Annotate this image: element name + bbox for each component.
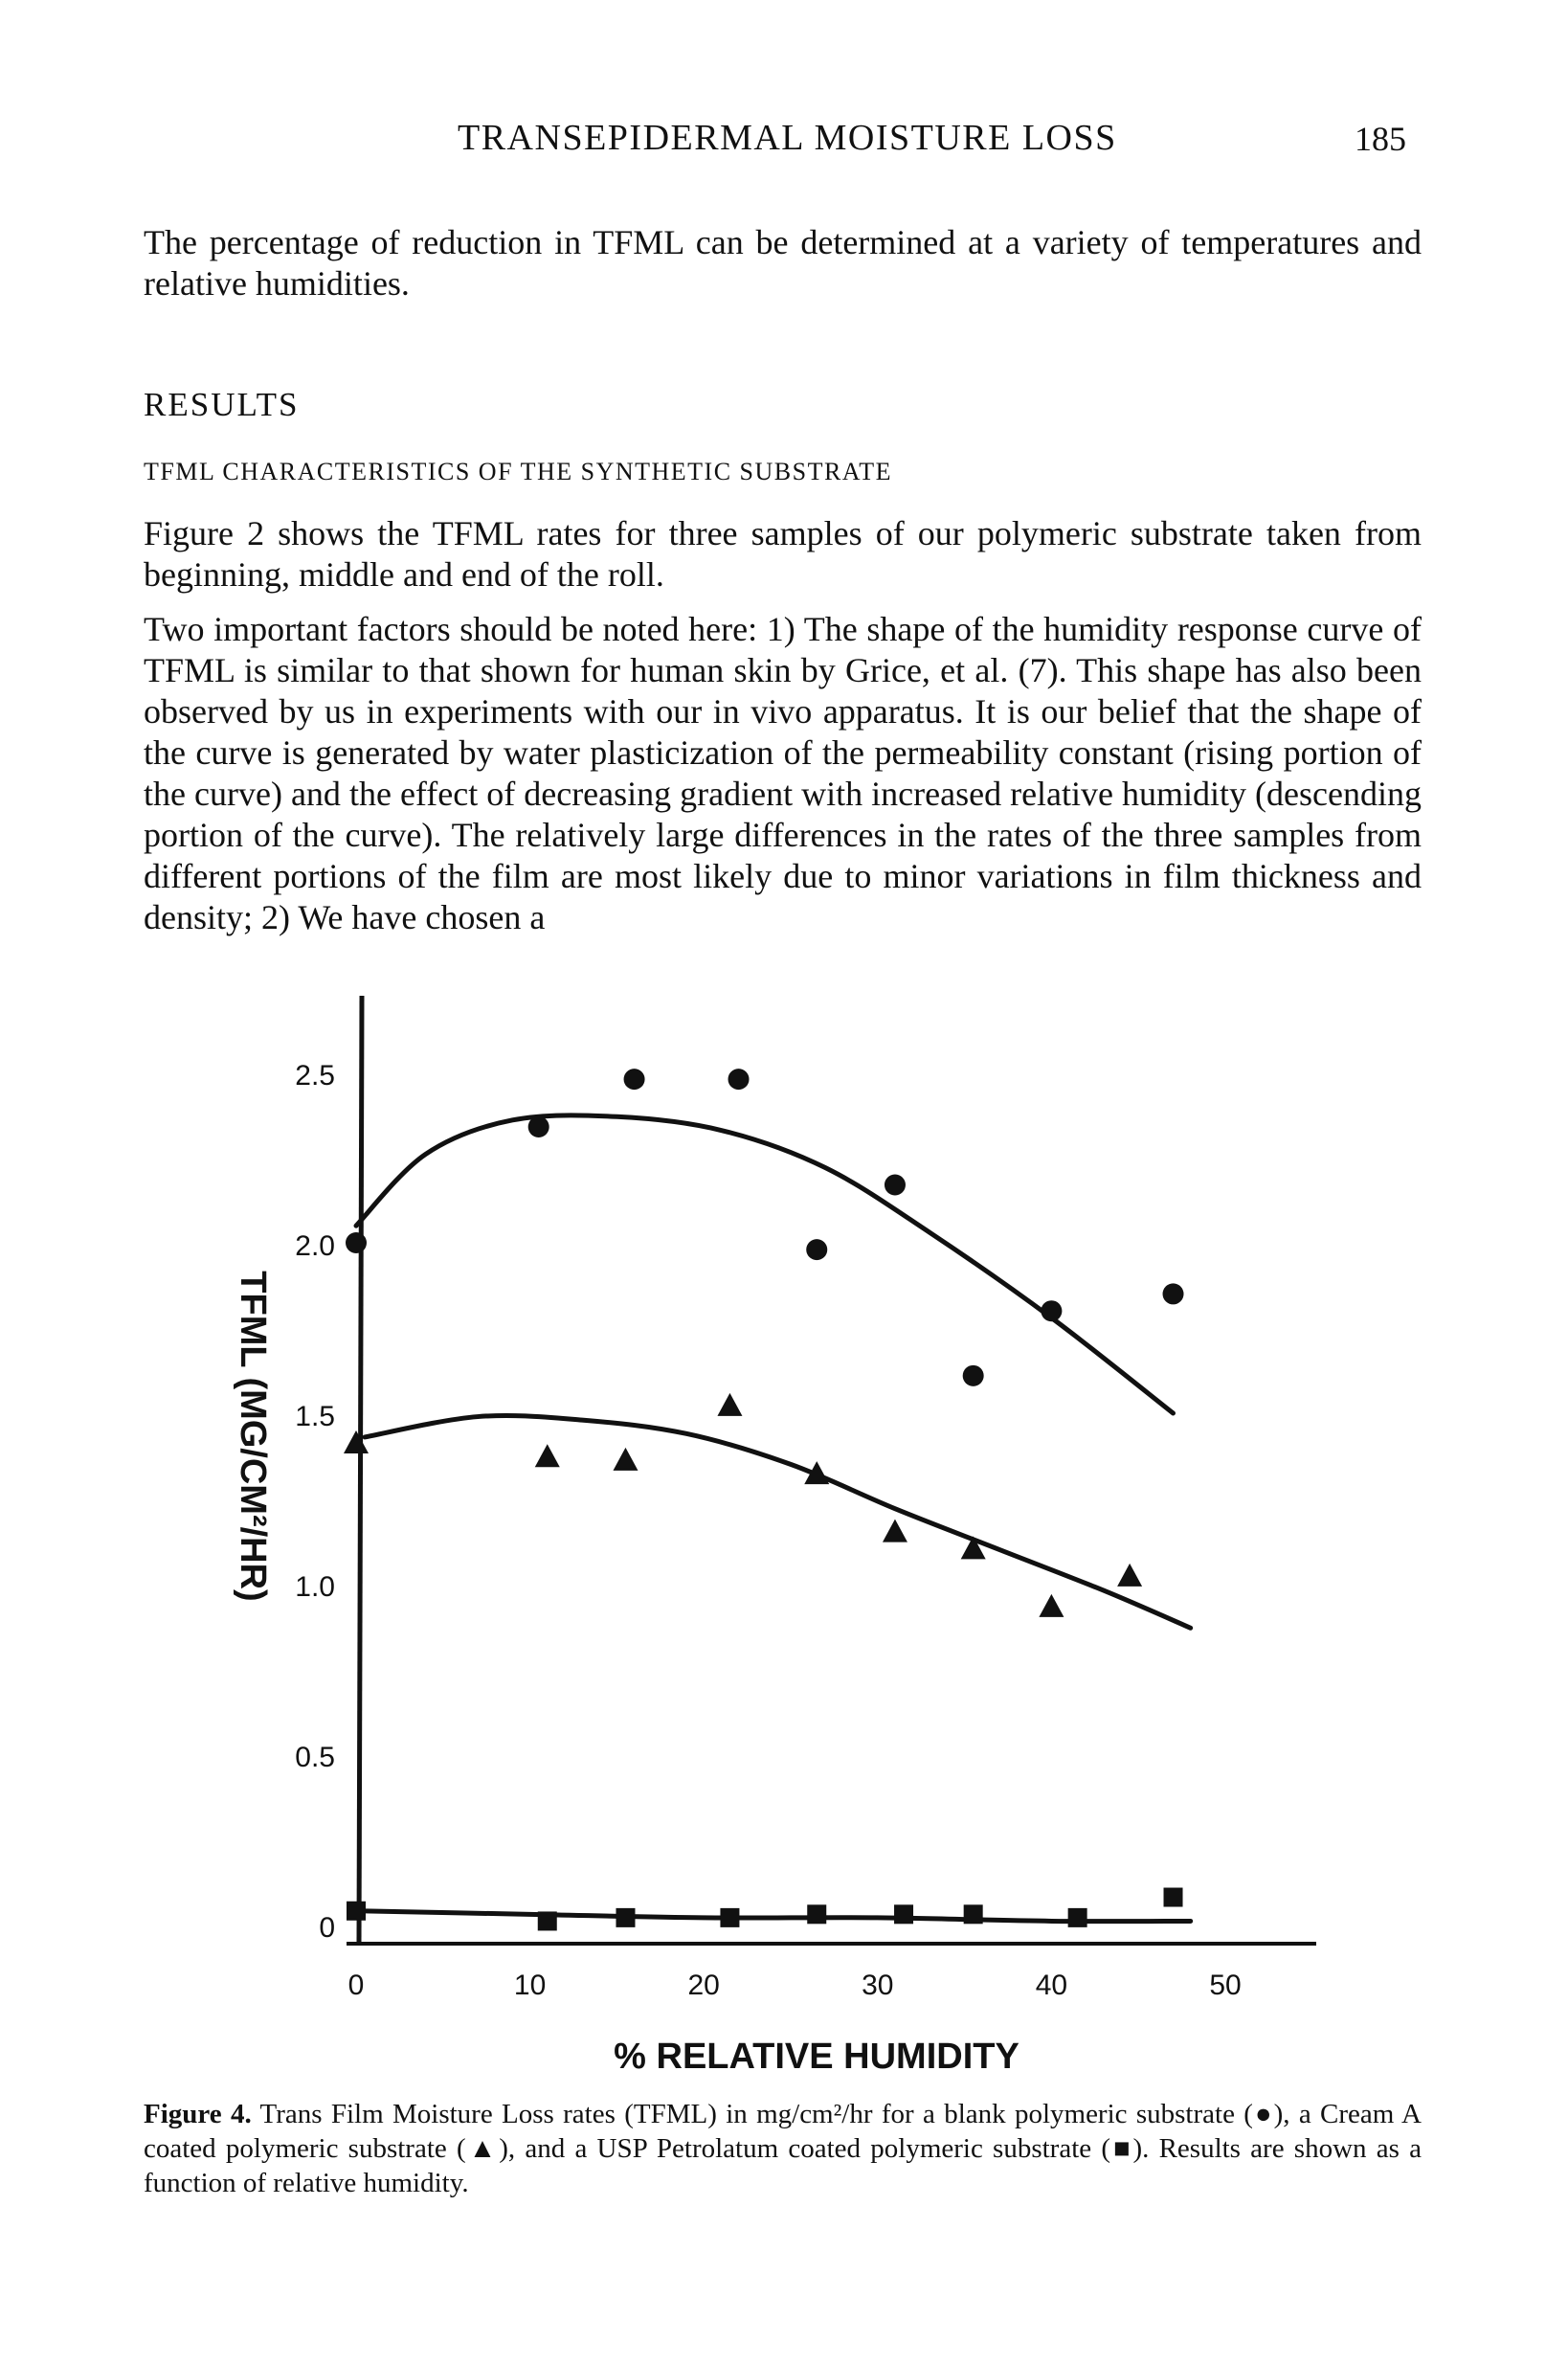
y-tick-label: 0.5 <box>295 1742 335 1773</box>
page-number: 185 <box>1355 120 1406 158</box>
axes <box>347 996 1316 1944</box>
data-point-triangle <box>717 1393 742 1416</box>
y-tick-label: 2.5 <box>295 1060 335 1092</box>
paragraph-2: Figure 2 shows the TFML rates for three samples of our polymeric substrate taken from beginning, middle and end of the roll. <box>144 514 1422 594</box>
paragraph-1: The percentage of reduction in TFML can be determined at a variety of temperatures and relative humidities. <box>144 223 1422 303</box>
x-tick-labels <box>348 1970 1242 2001</box>
fit-curve-triangle <box>365 1415 1191 1628</box>
data-point-triangle <box>1117 1564 1142 1587</box>
y-axis-line <box>359 996 362 1944</box>
data-point-circle <box>885 1174 906 1195</box>
data-point-circle <box>1041 1300 1062 1321</box>
data-point-circle <box>528 1116 549 1137</box>
data-point-square <box>720 1908 739 1927</box>
data-point-triangle <box>883 1520 907 1542</box>
data-point-square <box>347 1902 366 1921</box>
results-heading: RESULTS <box>144 386 300 423</box>
figure-caption <box>144 2097 1422 2200</box>
paragraph-3: Two important factors should be noted here: 1) The shape of the humidity response curve of TFML is similar to that shown for human skin by Grice, et al. (7). This shape has also been observed by us in experiments with our in vivo apparatus. It is our belief that the shape of the curve is generated by water plasticization of the permeability constant (rising portion of the curve) and the effect of decreasing gradient with increased relative humidity (descending portion of the curve). The relatively large differences in the rates of the three samples from different portions of the film are most likely due to minor variations in film thickness and density; 2) We have chosen a <box>144 610 1422 936</box>
y-tick-label: 0 <box>319 1912 335 1944</box>
data-point-circle <box>1163 1283 1184 1304</box>
data-point-triangle <box>961 1536 986 1559</box>
x-tick-label: 30 <box>862 1970 894 2001</box>
fit-curves <box>356 1115 1191 1922</box>
data-points <box>344 1069 1184 1930</box>
running-title: TRANSEPIDERMAL MOISTURE LOSS <box>458 118 1117 158</box>
y-tick-label: 1.0 <box>295 1571 335 1603</box>
section-subheading: TFML CHARACTERISTICS OF THE SYNTHETIC SUBSTRATE <box>144 458 892 485</box>
data-point-square <box>964 1904 983 1924</box>
data-point-square <box>807 1904 826 1924</box>
tfml-chart <box>0 986 1568 2106</box>
x-tick-label: 0 <box>347 1970 365 2001</box>
data-point-circle <box>963 1365 984 1386</box>
data-point-circle <box>806 1239 827 1260</box>
data-point-circle <box>728 1069 750 1090</box>
caption-label: Figure 4. <box>144 2099 252 2129</box>
y-axis-label: TFML (MG/CM²/HR) <box>233 1271 273 1602</box>
x-tick-label: 10 <box>513 1970 547 2001</box>
figure-4 <box>0 986 1568 2106</box>
x-tick-label: 20 <box>687 1970 720 2001</box>
y-tick-label: 1.5 <box>295 1401 335 1432</box>
data-point-square <box>1068 1908 1087 1927</box>
data-point-triangle <box>613 1448 638 1471</box>
x-axis-label: % RELATIVE HUMIDITY <box>614 2037 1019 2077</box>
data-point-circle <box>624 1069 645 1090</box>
data-point-square <box>894 1904 913 1924</box>
running-head <box>0 117 1568 165</box>
data-point-triangle <box>344 1430 369 1453</box>
data-point-square <box>1164 1888 1183 1907</box>
x-tick-label: 40 <box>1035 1970 1068 2001</box>
fit-curve-square <box>356 1911 1191 1922</box>
caption-text: Trans Film Moisture Loss rates (TFML) in mg/cm²/hr for a blank polymeric substrate (●), a Cream A coated polymeric substrate (▲), and a USP Petrolatum coated polymeric substrate (■). Results are shown as a function of relative humidity. <box>144 2099 1422 2198</box>
data-point-square <box>616 1908 635 1927</box>
data-point-circle <box>346 1232 367 1253</box>
fit-curve-circle <box>356 1115 1174 1413</box>
data-point-triangle <box>535 1444 560 1467</box>
data-point-triangle <box>1039 1594 1064 1617</box>
data-point-square <box>538 1911 557 1930</box>
x-tick-label: 50 <box>1209 1970 1242 2001</box>
y-tick-label: 2.0 <box>295 1230 335 1262</box>
y-tick-labels <box>295 1060 335 1944</box>
